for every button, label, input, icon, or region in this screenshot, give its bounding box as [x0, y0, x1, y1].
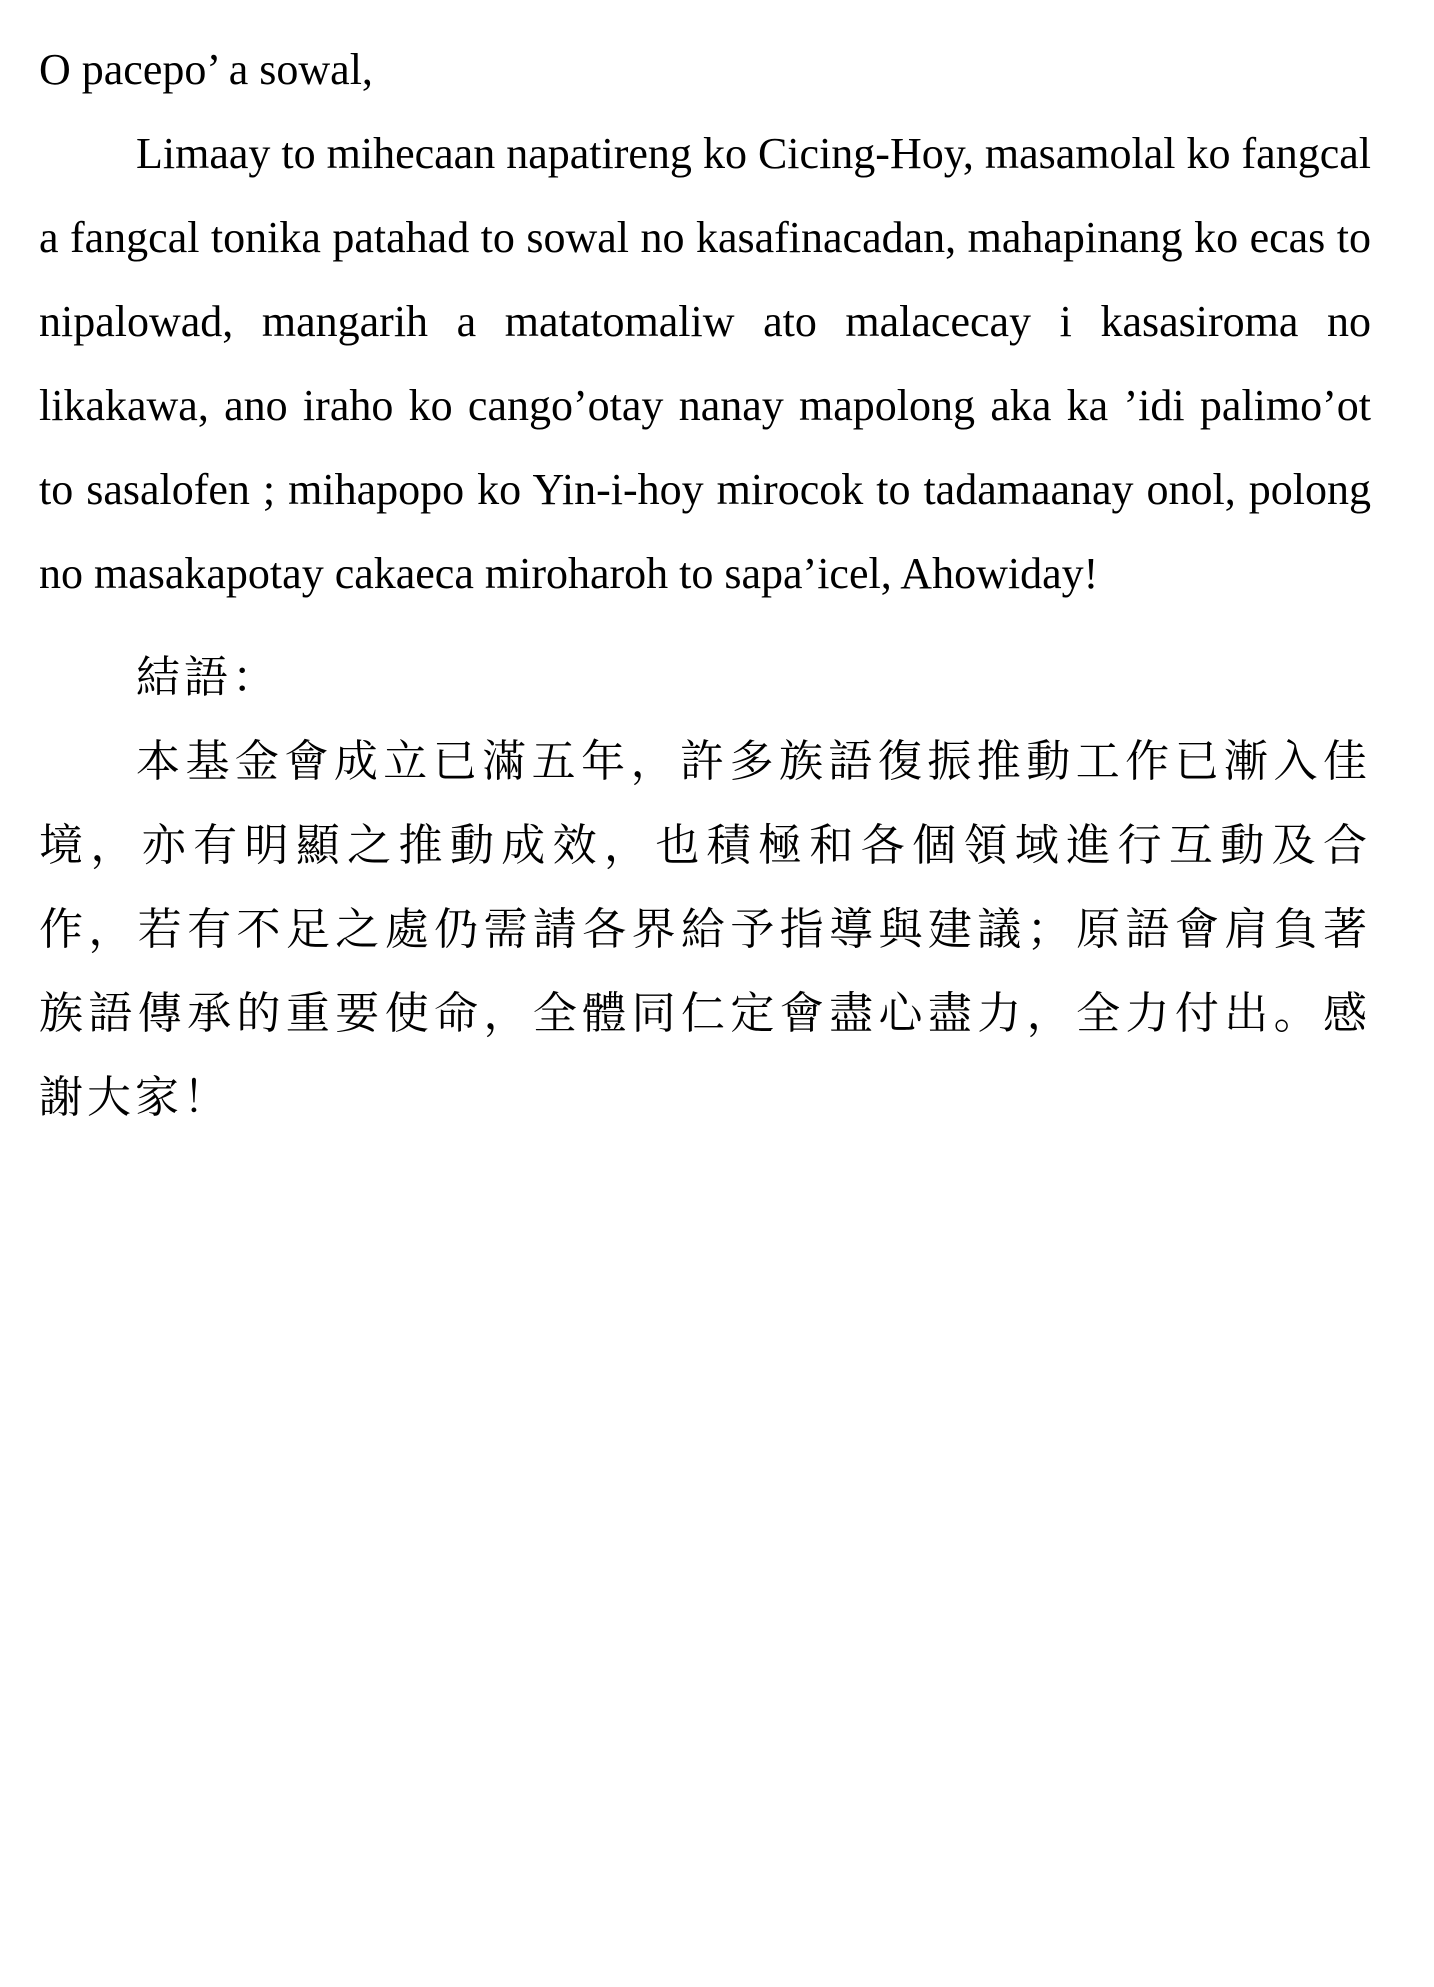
greeting-line: O pacepo’ a sowal, [39, 45, 373, 94]
chinese-paragraph: 本基金會成立已滿五年，許多族語復振推動工作已漸入佳境，亦有明顯之推動成效，也積極和各個領域進行互動及合作，若有不足之處仍需請各界給予指導與建議；原語會肩負著族語傳承的重要使命，全體同仁定會盡心盡力，全力付出。感謝大家！ [39, 736, 1371, 1123]
conclusion-heading: 結語： [136, 652, 280, 703]
amis-paragraph: Limaay to mihecaan napatireng ko Cicing-Hoy, masamolal ko fangcal a fangcal tonika patahad to sowal no kasafinacadan, mahapinang ko ecas to nipalowad, mangarih a matatomaliw ato malacecay i kasasiroma no likakawa, ano iraho ko cango’otay nanay mapolong aka ka ’idi palimo’ot to sasalofen ; mihapopo ko Yin-i-hoy mirocok to tadamaanay onol, polong no masakapotay cakaeca miroharoh to sapa’icel, Ahowiday! [39, 129, 1371, 598]
document-page [39, 28, 1371, 1140]
paragraph-spacer [39, 616, 1371, 636]
